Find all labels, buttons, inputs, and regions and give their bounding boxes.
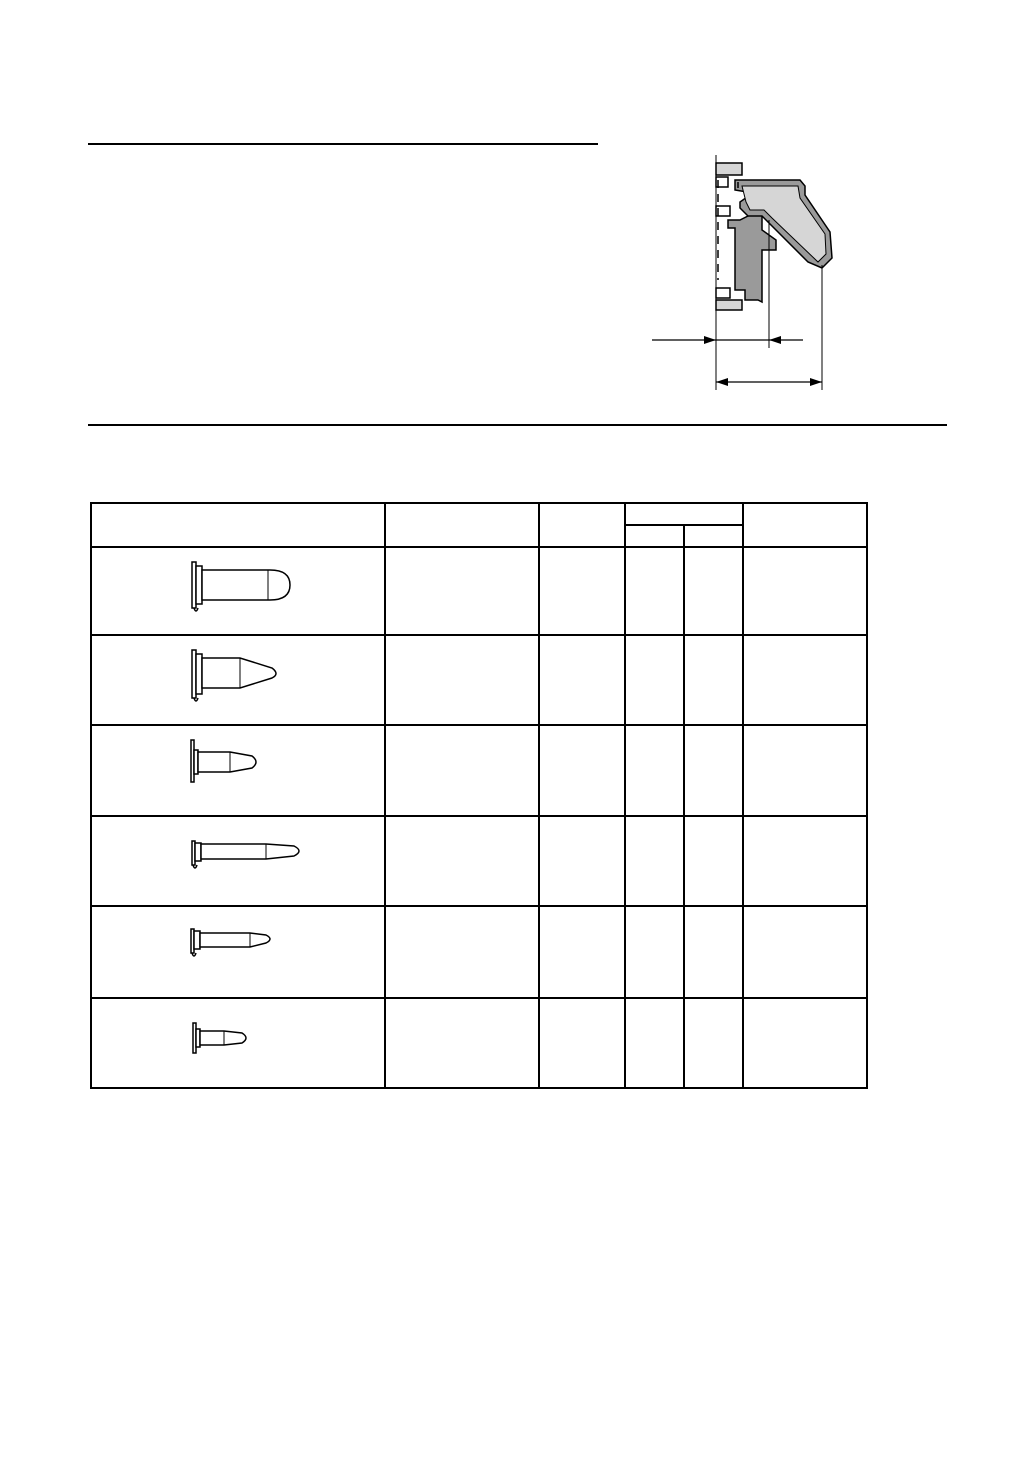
cell-c (539, 906, 625, 998)
cell-f (743, 725, 867, 816)
table-row (91, 635, 867, 725)
cell-d (625, 635, 684, 725)
cell-e (684, 635, 743, 725)
round-bottom-tube-icon (92, 548, 386, 634)
cell-e (684, 547, 743, 635)
cell-b (385, 547, 539, 635)
cell-b (385, 998, 539, 1088)
cell-e (684, 906, 743, 998)
cell-d (625, 906, 684, 998)
cell-b (385, 816, 539, 906)
cell-c (539, 998, 625, 1088)
cell-d (625, 547, 684, 635)
conical-tube-icon (92, 636, 386, 724)
cell-b (385, 725, 539, 816)
header-group-sub-1 (625, 525, 684, 547)
cell-c (539, 725, 625, 816)
header-col-c (539, 503, 625, 547)
cell-c (539, 816, 625, 906)
cell-b (385, 906, 539, 998)
long-narrow-tube-icon (92, 817, 386, 905)
top-rule (88, 143, 598, 145)
header-col-f (743, 503, 867, 547)
tube-image-cell (91, 547, 385, 635)
cell-f (743, 635, 867, 725)
table-row (91, 725, 867, 816)
cell-d (625, 998, 684, 1088)
tube-specification-table (90, 502, 868, 1089)
tube-image-cell (91, 816, 385, 906)
table-row (91, 547, 867, 635)
cell-c (539, 547, 625, 635)
table-header-row (91, 503, 867, 525)
cell-d (625, 725, 684, 816)
table-row (91, 816, 867, 906)
cell-f (743, 547, 867, 635)
cell-e (684, 816, 743, 906)
tube-image-cell (91, 635, 385, 725)
micro-tube-icon (92, 999, 386, 1087)
cell-b (385, 635, 539, 725)
cell-f (743, 998, 867, 1088)
cell-f (743, 906, 867, 998)
cell-d (625, 816, 684, 906)
table-row (91, 906, 867, 998)
header-group (625, 503, 743, 525)
cell-e (684, 998, 743, 1088)
tube-image-cell (91, 906, 385, 998)
tube-image-cell (91, 725, 385, 816)
header-tube (91, 503, 385, 547)
table-row (91, 998, 867, 1088)
cell-f (743, 816, 867, 906)
cell-c (539, 635, 625, 725)
short-conical-tube-icon (92, 726, 386, 815)
middle-rule (88, 424, 947, 426)
header-group-sub-2 (684, 525, 743, 547)
cell-e (684, 725, 743, 816)
tube-image-cell (91, 998, 385, 1088)
medium-narrow-tube-icon (92, 907, 386, 997)
rotor-cross-section-figure (640, 150, 850, 395)
header-col-b (385, 503, 539, 547)
